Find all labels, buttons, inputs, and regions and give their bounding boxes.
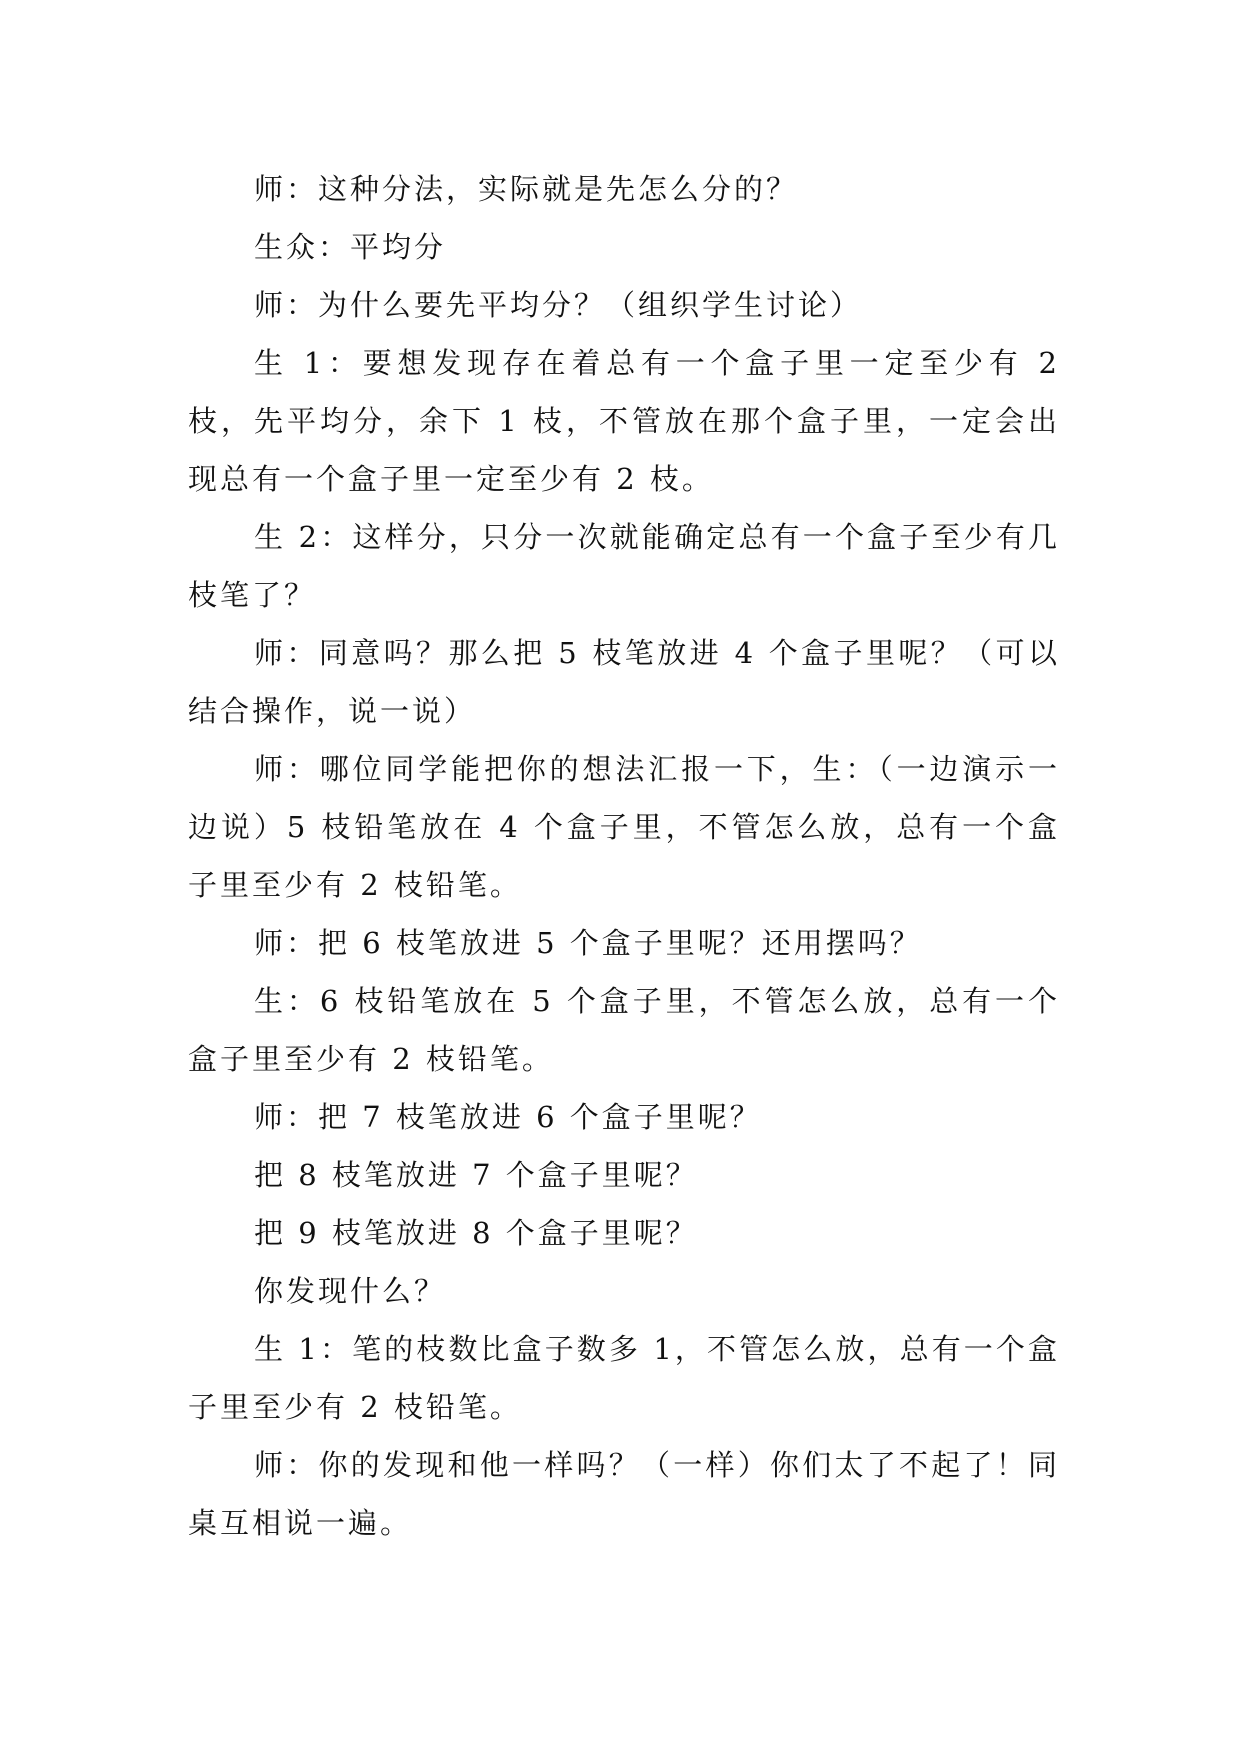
paragraph: 你发现什么？ [254, 1274, 447, 1308]
paragraph: 师：哪位同学能把你的想法汇报一下，生：（一边演示一边说）5 枝铅笔放在 4 个盒子里，不管怎么放，总有一个盒子里至少有 2 枝铅笔。 [188, 752, 1060, 902]
paragraph: 生 1：笔的枝数比盒子数多 1，不管怎么放，总有一个盒子里至少有 2 枝铅笔。 [188, 1332, 1060, 1424]
paragraph: 把 8 枝笔放进 7 个盒子里呢？ [254, 1158, 698, 1192]
paragraph: 师：这种分法，实际就是先怎么分的？ [254, 172, 799, 206]
paragraph: 师：为什么要先平均分？（组织学生讨论） [254, 288, 863, 322]
paragraph: 师：把 6 枝笔放进 5 个盒子里呢？还用摆吗？ [254, 926, 922, 960]
paragraph: 生：6 枝铅笔放在 5 个盒子里，不管怎么放，总有一个盒子里至少有 2 枝铅笔。 [188, 984, 1060, 1076]
document-body [188, 160, 1060, 1552]
paragraph: 把 9 枝笔放进 8 个盒子里呢？ [254, 1216, 698, 1250]
paragraph: 师：你的发现和他一样吗？（一样）你们太了不起了！同桌互相说一遍。 [188, 1448, 1060, 1540]
paragraph: 师：同意吗？那么把 5 枝笔放进 4 个盒子里呢？（可以结合操作，说一说） [188, 636, 1060, 728]
paragraph: 生 1：要想发现存在着总有一个盒子里一定至少有 2 枝，先平均分，余下 1 枝，不管放在那个盒子里，一定会出现总有一个盒子里一定至少有 2 枝。 [188, 346, 1060, 496]
paragraph: 生 2：这样分，只分一次就能确定总有一个盒子至少有几枝笔了？ [188, 520, 1060, 612]
paragraph: 生众：平均分 [254, 230, 447, 264]
paragraph: 师：把 7 枝笔放进 6 个盒子里呢？ [254, 1100, 762, 1134]
